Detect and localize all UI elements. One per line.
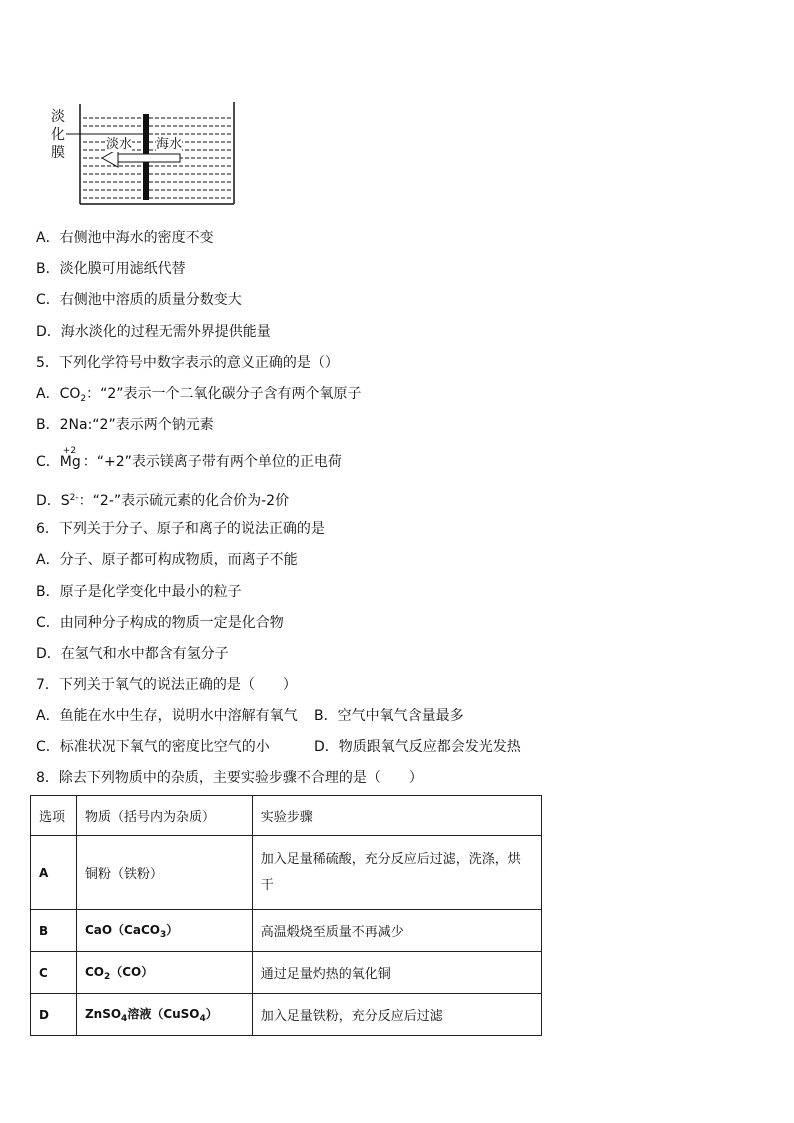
q4-option-b: B．淡化膜可用滤纸代替 (36, 261, 186, 277)
desalination-diagram (46, 96, 246, 208)
row-a-substance: 铜粉（铁粉） (76, 836, 252, 910)
q5-d-text: ：“2-”表示硫元素的化合价为-2价 (78, 493, 290, 509)
row-d-step: 加入足量铁粉，充分反应后过滤 (252, 994, 541, 1036)
table-row (31, 836, 542, 910)
q5-d-superscript: 2- (69, 493, 79, 503)
table-header-row (31, 796, 542, 836)
row-c-subscript: 2 (103, 972, 111, 982)
row-b-formula-end: ） (166, 923, 179, 937)
row-b-subscript: 3 (159, 930, 167, 940)
q5-c-symbol: Mg (59, 454, 81, 470)
q7-row-cd (36, 738, 596, 756)
q8-stem: 8．除去下列物质中的杂质，主要实验步骤不合理的是（ ） (36, 770, 423, 786)
header-step: 实验步骤 (252, 796, 541, 836)
q5-c-charge: +2 (62, 446, 77, 456)
row-d-formula-mid: 溶液（CuSO (127, 1007, 200, 1021)
q7-row-ab (36, 707, 596, 725)
q5-option-a (36, 385, 362, 408)
row-a-option: A (31, 836, 77, 910)
row-c-formula: CO (84, 965, 104, 979)
row-d-option: D (31, 994, 77, 1036)
q6-option-d: D．在氢气和水中都含有氢分子 (36, 646, 229, 662)
q6-option-c: C．由同种分子构成的物质一定是化合物 (36, 615, 284, 631)
q5-c-text: ：“+2”表示镁离子带有两个单位的正电荷 (82, 454, 342, 470)
q5-option-c (36, 446, 342, 471)
q7-option-d: D．物质跟氧气反应都会发光发热 (314, 739, 521, 755)
q6-stem: 6．下列关于分子、原子和离子的说法正确的是 (36, 521, 325, 537)
q8-table (30, 795, 542, 1036)
tank-drawing (46, 96, 246, 208)
header-substance: 物质（括号内为杂质） (76, 796, 252, 836)
membrane-label: 淡化膜 (51, 109, 65, 161)
row-c-substance (76, 952, 252, 994)
row-d-subscript: 4 (121, 1014, 128, 1024)
q4-option-a: A．右侧池中海水的密度不变 (36, 230, 214, 246)
q5-option-d (36, 489, 289, 510)
q5-a-prefix: A．CO (36, 386, 81, 402)
row-b-step: 高温煅烧至质量不再减少 (252, 910, 541, 952)
q4-option-d: D．海水淡化的过程无需外界提供能量 (36, 324, 271, 340)
row-d-subscript-2: 4 (199, 1014, 206, 1024)
row-b-substance (76, 910, 252, 952)
row-c-formula-end: （CO） (110, 965, 154, 979)
q5-a-text: ：“2”表示一个二氧化碳分子含有两个氧原子 (86, 386, 362, 402)
row-d-substance (76, 994, 252, 1036)
q7-option-c: C．标准状况下氧气的密度比空气的小 (36, 739, 270, 755)
q5-c-prefix: C． (36, 454, 60, 470)
row-a-step: 加入足量稀硫酸，充分反应后过滤，洗涤，烘干 (252, 836, 541, 910)
q7-option-a: A．鱼能在水中生存，说明水中溶解有氧气 (36, 708, 298, 724)
table-row (31, 994, 542, 1036)
q5-d-prefix: D．S (36, 493, 70, 509)
q5-c-symbol-group (59, 446, 81, 471)
q7-stem: 7．下列关于氧气的说法正确的是（ ） (36, 677, 297, 693)
row-d-formula: ZnSO (84, 1007, 122, 1021)
q7-option-b: B．空气中氧气含量最多 (314, 708, 464, 724)
table-row (31, 952, 542, 994)
row-d-formula-end: ） (205, 1007, 218, 1021)
q6-option-b: B．原子是化学变化中最小的粒子 (36, 584, 242, 600)
q5-a-subscript: 2 (80, 394, 87, 404)
seawater-label: 海水 (156, 137, 183, 152)
fresh-water-label: 淡水 (106, 137, 133, 152)
q5-option-b: B．2Na:“2”表示两个钠元素 (36, 417, 214, 433)
row-b-option: B (31, 910, 77, 952)
header-option: 选项 (31, 796, 77, 836)
q4-option-c: C．右侧池中溶质的质量分数变大 (36, 292, 242, 308)
q6-option-a: A．分子、原子都可构成物质，而离子不能 (36, 552, 298, 568)
row-b-formula: CaO（CaCO (84, 923, 160, 937)
row-c-option: C (31, 952, 77, 994)
table-row (31, 910, 542, 952)
row-c-step: 通过足量灼热的氧化铜 (252, 952, 541, 994)
q5-stem: 5．下列化学符号中数字表示的意义正确的是（） (36, 355, 339, 371)
